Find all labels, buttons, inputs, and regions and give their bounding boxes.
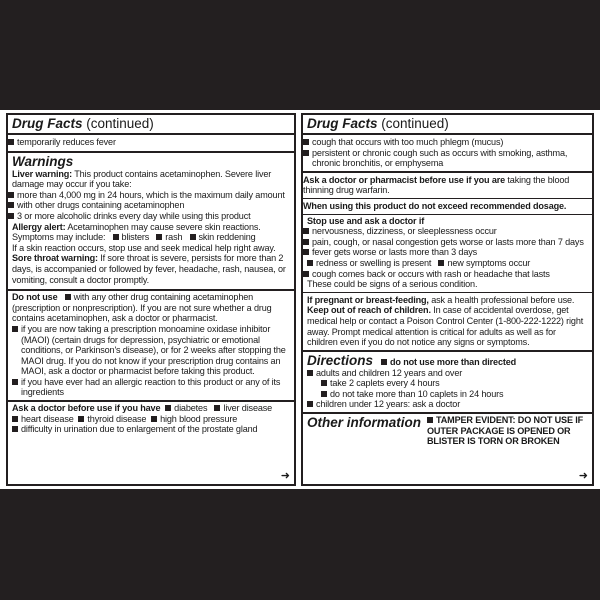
- uses-continued-section: [8, 135, 294, 153]
- ask-item-3: heart disease: [21, 413, 74, 424]
- ask-item-6: difficulty in urination due to enlargement of the prostate gland: [21, 424, 258, 435]
- list-item: [303, 378, 592, 389]
- do-not-use-item-2: if you are now taking a prescription monoamine oxidase inhibitor (MAOI) (certain drugs for depression, psychiatric or emotional conditions, or Parkinson's disease), or for 2 weeks after stopping the MAOI drug. If you do not know if your prescription drug contains an MAOI, ask a doctor or pharmacist before taking this product.: [21, 323, 286, 377]
- pregnancy-keep-out-section: [303, 293, 592, 352]
- right-header-title: Drug Facts: [307, 116, 378, 131]
- stop-use-section: [303, 215, 592, 293]
- directions-first-item: [377, 357, 520, 368]
- ask-doctor-row-1: [8, 403, 294, 414]
- bullet-square-icon: [307, 370, 313, 376]
- list-item: [303, 389, 592, 400]
- directions-header-row: [303, 353, 592, 368]
- left-panel-header: [8, 115, 294, 135]
- ask-pharmacist-section: [303, 173, 592, 199]
- symptom-2: rash: [165, 232, 183, 243]
- list-item: [303, 137, 592, 148]
- directions-section: [303, 352, 592, 414]
- directions-item-3: do not take more than 10 caplets in 24 hours: [330, 388, 504, 399]
- bullet-square-icon: [8, 192, 14, 198]
- liver-warning-text: This product contains acetaminophen. Severe liver damage may occur if you take:: [12, 168, 272, 190]
- list-item: [8, 190, 294, 201]
- directions-item-1: adults and children 12 years and over: [316, 367, 463, 378]
- stop-item-5: new symptoms occur: [447, 257, 531, 268]
- tamper-evident-item: [425, 415, 592, 447]
- bullet-square-icon: [151, 416, 157, 422]
- bullet-square-icon: [12, 326, 18, 332]
- ask-doctor-section: [8, 402, 294, 437]
- bullet-square-icon: [321, 391, 327, 397]
- liver-item-3: 3 or more alcoholic drinks every day while using this product: [17, 210, 251, 221]
- symptom-1: blisters: [121, 232, 150, 243]
- bullet-square-icon: [303, 228, 309, 234]
- stop-item-3: fever gets worse or lasts more than 3 days: [312, 247, 478, 258]
- continue-arrow-icon: ➜: [578, 470, 588, 482]
- bullet-square-icon: [303, 271, 309, 277]
- uses-item: temporarily reduces fever: [17, 137, 116, 147]
- list-item: [8, 377, 294, 398]
- liver-item-1: more than 4,000 mg in 24 hours, which is the maximum daily amount: [17, 189, 285, 200]
- bullet-square-icon: [12, 416, 18, 422]
- list-item: [303, 368, 592, 379]
- when-using-section: When using this product do not exceed recommended dosage.: [303, 199, 592, 215]
- allergy-text: Acetaminophen may cause severe skin reactions.: [65, 221, 261, 232]
- bullet-square-icon: [307, 401, 313, 407]
- bullet-square-icon: [165, 405, 171, 411]
- rash-text: If a skin reaction occurs, stop use and seek medical help right away.: [12, 242, 276, 253]
- stop-use-label: Stop use and ask a doctor if: [307, 215, 425, 226]
- do-not-use-item-1: with any other drug containing acetaminophen (prescription or nonprescription). If you are not sure whether a drug contains acetaminophen, ask a doctor or pharmacist.: [12, 292, 272, 324]
- pregnancy-text: [303, 295, 592, 306]
- sore-throat-warning: [8, 253, 294, 287]
- drug-facts-left-panel: [6, 113, 296, 486]
- bullet-square-icon: [303, 150, 309, 156]
- list-item: [303, 226, 592, 237]
- list-item: [303, 258, 592, 269]
- bullet-square-icon: [427, 417, 433, 423]
- do-not-use-item-3: if you have ever had an allergic reaction to this product or any of its ingredients: [21, 376, 281, 398]
- bottom-dark-band: [0, 489, 600, 600]
- bullet-square-icon: [214, 405, 220, 411]
- ask-pharmacist-label: Ask a doctor or pharmacist before use if you are: [303, 174, 506, 185]
- directions-first-text: do not use more than directed: [390, 356, 517, 367]
- do-not-use-section: [8, 289, 294, 402]
- allergy-alert: [8, 222, 294, 233]
- ask-doctor-row-2: [8, 414, 294, 425]
- pregnancy-body: ask a health professional before use.: [428, 294, 575, 305]
- ask-item-5: high blood pressure: [160, 413, 238, 424]
- bullet-square-icon: [303, 139, 309, 145]
- bullet-square-icon: [190, 234, 196, 240]
- allergy-label: Allergy alert:: [12, 221, 66, 232]
- ask-item-1: diabetes: [174, 403, 208, 414]
- bullet-square-icon: [303, 239, 309, 245]
- bullet-square-icon: [113, 234, 119, 240]
- sore-throat-text: If sore throat is severe, persists for more than 2 days, is accompanied or followed by fever, headache, rash, nausea, or vomiting, consult a doctor promptly.: [12, 253, 286, 285]
- stop-item-6: cough comes back or occurs with rash or headache that lasts: [312, 268, 550, 279]
- directions-title: Directions: [307, 352, 374, 368]
- list-item: [303, 148, 592, 169]
- directions-item-2: take 2 caplets every 4 hours: [330, 378, 440, 389]
- bullet-square-icon: [381, 359, 387, 365]
- cough-items-section: [303, 135, 592, 173]
- keep-out-text: [303, 305, 592, 347]
- list-item: [303, 237, 592, 248]
- stop-item-4: redness or swelling is present: [316, 257, 432, 268]
- ask-pharmacist-text: taking the blood thinning drug warfarin.: [303, 174, 570, 196]
- bullet-square-icon: [12, 379, 18, 385]
- continue-arrow-icon: ➜: [280, 470, 290, 482]
- liver-warning-label: Liver warning:: [12, 168, 73, 179]
- bullet-square-icon: [65, 294, 71, 300]
- right-header-suffix: (continued): [377, 116, 449, 131]
- warnings-title: Warnings: [12, 153, 74, 169]
- warnings-section: [8, 153, 294, 290]
- stop-item-1: nervousness, dizziness, or sleeplessness occur: [312, 226, 497, 237]
- symptoms-intro: Symptoms may include:: [12, 232, 106, 243]
- bullet-square-icon: [8, 202, 14, 208]
- tamper-evident-text: TAMPER EVIDENT: DO NOT USE IF OUTER PACKAGE IS OPENED OR BLISTER IS TORN OR BROKEN: [427, 415, 584, 447]
- bullet-square-icon: [438, 260, 444, 266]
- cough-item-1: cough that occurs with too much phlegm (mucus): [312, 137, 504, 147]
- other-information-section: [303, 414, 592, 449]
- list-item: [303, 247, 592, 258]
- pregnancy-label: If pregnant or breast-feeding,: [307, 294, 429, 305]
- ask-item-2: liver disease: [223, 403, 273, 414]
- bullet-square-icon: [303, 249, 309, 255]
- list-item: [8, 211, 294, 222]
- list-item: [8, 292, 294, 324]
- left-header-title: Drug Facts: [12, 116, 83, 131]
- ask-doctor-label: Ask a doctor before use if you have: [12, 403, 161, 414]
- do-not-use-label: Do not use: [12, 292, 58, 303]
- ask-doctor-row-3: [8, 424, 294, 435]
- sore-throat-label: Sore throat warning:: [12, 253, 98, 264]
- stop-item-2: pain, cough, or nasal congestion gets worse or lasts more than 7 days: [312, 236, 584, 247]
- directions-item-4: children under 12 years: ask a doctor: [316, 399, 461, 410]
- bullet-square-icon: [8, 139, 14, 145]
- symptoms-row: [8, 232, 294, 243]
- keep-out-label: Keep out of reach of children.: [307, 305, 431, 316]
- liver-warning: [8, 169, 294, 190]
- ask-item-4: thyroid disease: [87, 413, 147, 424]
- bullet-square-icon: [8, 213, 14, 219]
- list-item: [303, 399, 592, 410]
- top-dark-band: [0, 0, 600, 110]
- left-header-suffix: (continued): [82, 116, 154, 131]
- other-info-title: Other information: [307, 415, 421, 431]
- bullet-square-icon: [321, 380, 327, 386]
- bullet-square-icon: [78, 416, 84, 422]
- keep-out-body: In case of accidental overdose, get medical help or contact a Poison Control Center (1-800-222-1222) right away. Prompt medical attention is critical for adults as well as for children even if you do not notice any signs or symptoms.: [307, 305, 584, 348]
- right-panel-header: [303, 115, 592, 135]
- bullet-square-icon: [12, 426, 18, 432]
- cough-item-2: persistent or chronic cough such as occurs with smoking, asthma, chronic bronchitis, or emphysema: [312, 147, 568, 169]
- symptom-3: skin reddening: [198, 232, 256, 243]
- serious-condition-text: These could be signs of a serious condition.: [307, 279, 478, 290]
- list-item: [8, 200, 294, 211]
- list-item: [8, 324, 294, 377]
- list-item: [303, 269, 592, 280]
- bullet-square-icon: [156, 234, 162, 240]
- liver-item-2: with other drugs containing acetaminophen: [17, 200, 185, 211]
- drug-facts-right-panel: [301, 113, 594, 486]
- bullet-square-icon: [307, 260, 313, 266]
